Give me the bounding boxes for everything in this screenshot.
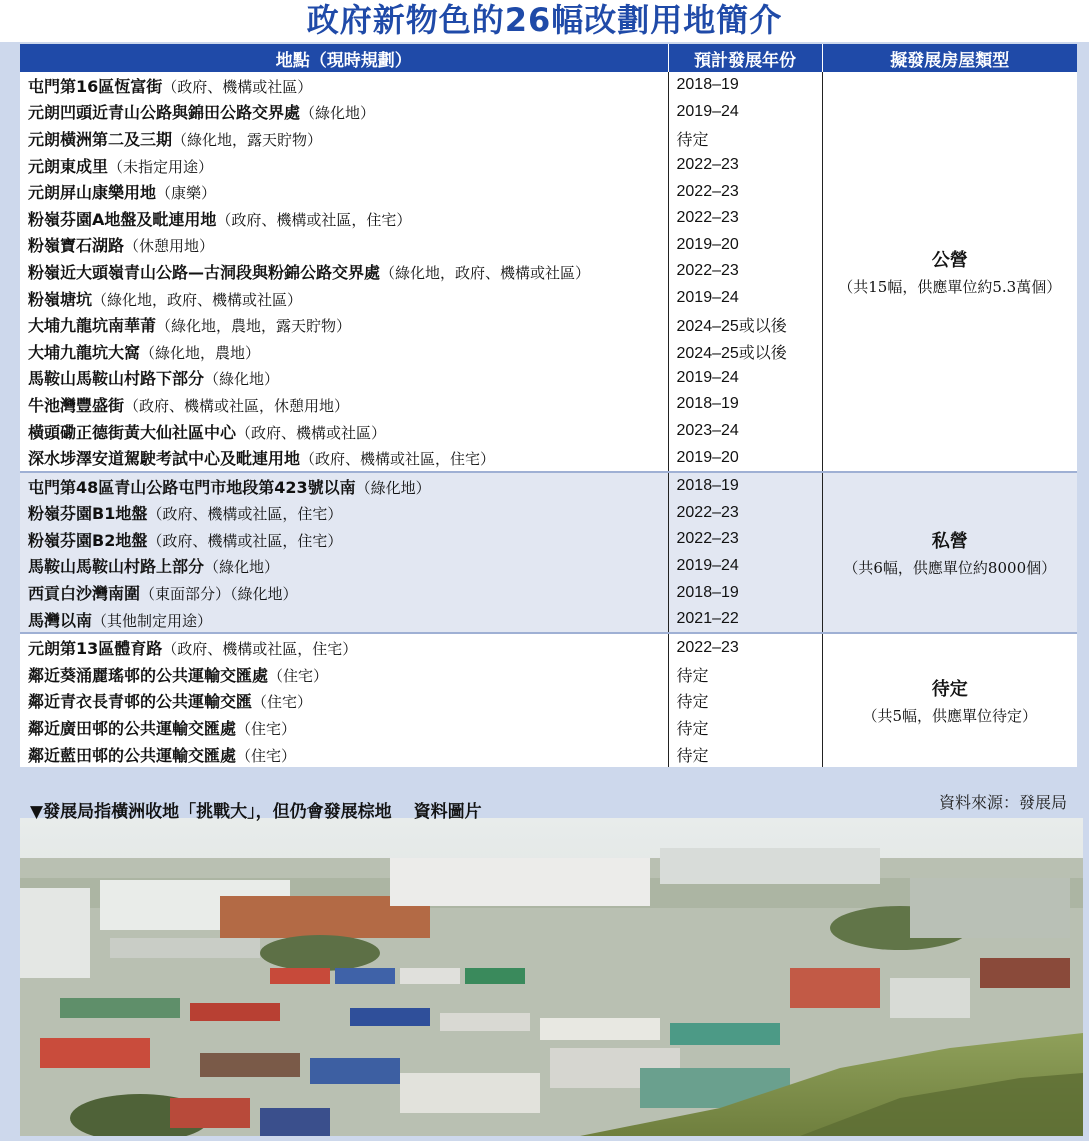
development-year-cell: 2022–23 — [668, 500, 822, 527]
housing-type-cell — [822, 633, 1077, 767]
brownfield-photo — [20, 818, 1083, 1136]
current-zoning-note: （政府、機構或社區，住宅） — [162, 640, 358, 659]
site-name: 粉嶺芬園B2地盤 — [28, 530, 148, 550]
development-year-cell: 2022–23 — [668, 258, 822, 285]
site-name: 元朗橫洲第二及三期 — [28, 129, 173, 149]
current-zoning-note: （東面部分）（綠化地） — [140, 585, 298, 604]
current-zoning-note: （政府、機構或社區，住宅） — [147, 505, 343, 524]
development-year-cell: 2021–22 — [668, 606, 822, 634]
site-location-cell — [20, 99, 668, 126]
development-year-cell: 2019–20 — [668, 444, 822, 472]
page-title: 政府新物色的26幅改劃用地簡介 — [306, 1, 783, 39]
site-location-cell — [20, 125, 668, 152]
development-year-cell: 2022–23 — [668, 633, 822, 661]
current-zoning-note: （其他制定用途） — [92, 611, 213, 630]
development-year-cell: 2019–24 — [668, 99, 822, 126]
site-location-cell — [20, 232, 668, 259]
current-zoning-note: （政府、機構或社區） — [162, 77, 313, 96]
site-name: 屯門第16區恆富街 — [28, 76, 163, 96]
current-zoning-note: （住宅） — [236, 746, 297, 765]
development-year-cell: 2019–20 — [668, 232, 822, 259]
development-year-cell: 2019–24 — [668, 365, 822, 392]
current-zoning-note: （政府、機構或社區，住宅） — [300, 450, 496, 469]
site-name: 粉嶺寶石湖路 — [28, 236, 125, 256]
development-year-cell: 待定 — [668, 714, 822, 741]
group-public — [20, 72, 1077, 472]
current-zoning-note: （綠化地） — [300, 104, 376, 123]
header-location: 地點（現時規劃） — [20, 44, 668, 72]
caption-text: ▼發展局指橫洲收地「挑戰大」，但仍會發展棕地 — [30, 802, 392, 822]
table-header-row — [20, 44, 1077, 72]
development-year-cell: 2022–23 — [668, 526, 822, 553]
site-name: 元朗第13區體育路 — [28, 639, 163, 659]
site-name: 粉嶺芬園B1地盤 — [28, 504, 148, 524]
table-row — [20, 633, 1077, 661]
site-location-cell — [20, 72, 668, 99]
development-year-cell: 2024–25或以後 — [668, 338, 822, 365]
current-zoning-note: （休憩用地） — [124, 237, 215, 256]
site-location-cell — [20, 714, 668, 741]
current-zoning-note: （住宅） — [236, 720, 297, 739]
site-name: 元朗凹頭近青山公路與錦田公路交界處 — [28, 103, 301, 123]
current-zoning-note: （綠化地，露天貯物） — [172, 130, 323, 149]
current-zoning-note: （康樂） — [156, 184, 217, 203]
site-location-cell — [20, 311, 668, 338]
site-name: 鄰近青衣長青邨的公共運輸交匯 — [28, 692, 253, 712]
site-location-cell — [20, 444, 668, 472]
land-sites-table — [20, 44, 1077, 767]
site-name: 深水埗澤安道駕駛考試中心及毗連用地 — [28, 449, 301, 469]
development-year-cell: 2022–23 — [668, 205, 822, 232]
current-zoning-note: （綠化地） — [204, 370, 280, 389]
current-zoning-note: （未指定用途） — [108, 157, 214, 176]
development-year-cell: 2022–23 — [668, 152, 822, 179]
housing-type-description: （共6幅，供應單位約8000個） — [843, 559, 1057, 578]
development-year-cell: 待定 — [668, 688, 822, 715]
site-location-cell — [20, 661, 668, 688]
site-location-cell — [20, 338, 668, 365]
current-zoning-note: （綠化地） — [204, 558, 280, 577]
site-location-cell — [20, 688, 668, 715]
current-zoning-note: （綠化地，農地） — [140, 343, 261, 362]
site-location-cell — [20, 500, 668, 527]
development-year-cell: 2018–19 — [668, 72, 822, 99]
site-location-cell — [20, 178, 668, 205]
site-name: 屯門第48區青山公路屯門市地段第423號以南 — [28, 477, 356, 497]
site-location-cell — [20, 741, 668, 768]
development-year-cell: 待定 — [668, 741, 822, 768]
table-row — [20, 472, 1077, 500]
site-name: 馬鞍山馬鞍山村路上部分 — [28, 557, 205, 577]
current-zoning-note: （政府、機構或社區，住宅） — [216, 210, 412, 229]
site-location-cell — [20, 205, 668, 232]
development-year-cell: 2024–25或以後 — [668, 311, 822, 338]
site-location-cell — [20, 365, 668, 392]
site-name: 鄰近廣田邨的公共運輸交匯處 — [28, 719, 237, 739]
site-location-cell — [20, 152, 668, 179]
group-undecided — [20, 633, 1077, 767]
development-year-cell: 2018–19 — [668, 579, 822, 606]
site-name: 馬鞍山馬鞍山村路下部分 — [28, 369, 205, 389]
group-private — [20, 472, 1077, 634]
site-name: 元朗屏山康樂用地 — [28, 183, 157, 203]
development-year-cell: 2018–19 — [668, 391, 822, 418]
site-location-cell — [20, 258, 668, 285]
site-name: 牛池灣豐盛街 — [28, 395, 125, 415]
housing-type-name: 私營 — [931, 531, 968, 553]
site-name: 大埔九龍坑大窩 — [28, 342, 141, 362]
housing-type-description: （共5幅，供應單位待定） — [862, 707, 1038, 726]
current-zoning-note: （綠化地） — [355, 478, 431, 497]
development-year-cell: 2022–23 — [668, 178, 822, 205]
current-zoning-note: （綠化地，政府、機構或社區） — [92, 290, 303, 309]
photo-caption — [30, 797, 482, 822]
housing-type-name: 公營 — [931, 249, 968, 271]
development-year-cell: 2023–24 — [668, 418, 822, 445]
photo-credit: 資料圖片 — [413, 802, 482, 822]
site-name: 橫頭磡正德街黃大仙社區中心 — [28, 422, 237, 442]
brownfield-aerial-image — [20, 818, 1083, 1136]
header-housing-type: 擬發展房屋類型 — [822, 44, 1077, 72]
site-location-cell — [20, 391, 668, 418]
current-zoning-note: （綠化地，政府、機構或社區） — [380, 263, 591, 282]
current-zoning-note: （政府、機構或社區，住宅） — [147, 531, 343, 550]
housing-type-description: （共15幅，供應單位約5.3萬個） — [838, 277, 1062, 296]
current-zoning-note: （綠化地，農地，露天貯物） — [156, 317, 352, 336]
housing-type-cell — [822, 472, 1077, 634]
site-name: 鄰近藍田邨的公共運輸交匯處 — [28, 745, 237, 765]
site-name: 粉嶺塘坑 — [28, 289, 93, 309]
current-zoning-note: （住宅） — [268, 666, 329, 685]
site-location-cell — [20, 606, 668, 634]
site-location-cell — [20, 633, 668, 661]
current-zoning-note: （政府、機構或社區，休憩用地） — [124, 396, 350, 415]
site-name: 大埔九龍坑南華莆 — [28, 316, 157, 336]
site-name: 西貢白沙灣南圍 — [28, 584, 141, 604]
site-location-cell — [20, 418, 668, 445]
housing-type-name: 待定 — [931, 679, 968, 701]
development-year-cell: 待定 — [668, 661, 822, 688]
current-zoning-note: （住宅） — [252, 693, 313, 712]
site-location-cell — [20, 472, 668, 500]
site-location-cell — [20, 526, 668, 553]
header-year: 預計發展年份 — [668, 44, 822, 72]
site-name: 元朗東成里 — [28, 156, 109, 176]
site-name: 鄰近葵涌麗瑤邨的公共運輸交匯處 — [28, 665, 269, 685]
site-location-cell — [20, 553, 668, 580]
development-year-cell: 2019–24 — [668, 553, 822, 580]
development-year-cell: 2018–19 — [668, 472, 822, 500]
development-year-cell: 待定 — [668, 125, 822, 152]
source-note: 資料來源：發展局 — [938, 793, 1067, 812]
site-name: 馬灣以南 — [28, 610, 93, 630]
site-name: 粉嶺芬園A地盤及毗連用地 — [28, 209, 217, 229]
housing-type-cell — [822, 72, 1077, 472]
site-location-cell — [20, 285, 668, 312]
site-location-cell — [20, 579, 668, 606]
site-name: 粉嶺近大頭嶺青山公路—古洞段與粉錦公路交界處 — [28, 262, 381, 282]
development-year-cell: 2019–24 — [668, 285, 822, 312]
current-zoning-note: （政府、機構或社區） — [236, 423, 387, 442]
table-row — [20, 72, 1077, 99]
